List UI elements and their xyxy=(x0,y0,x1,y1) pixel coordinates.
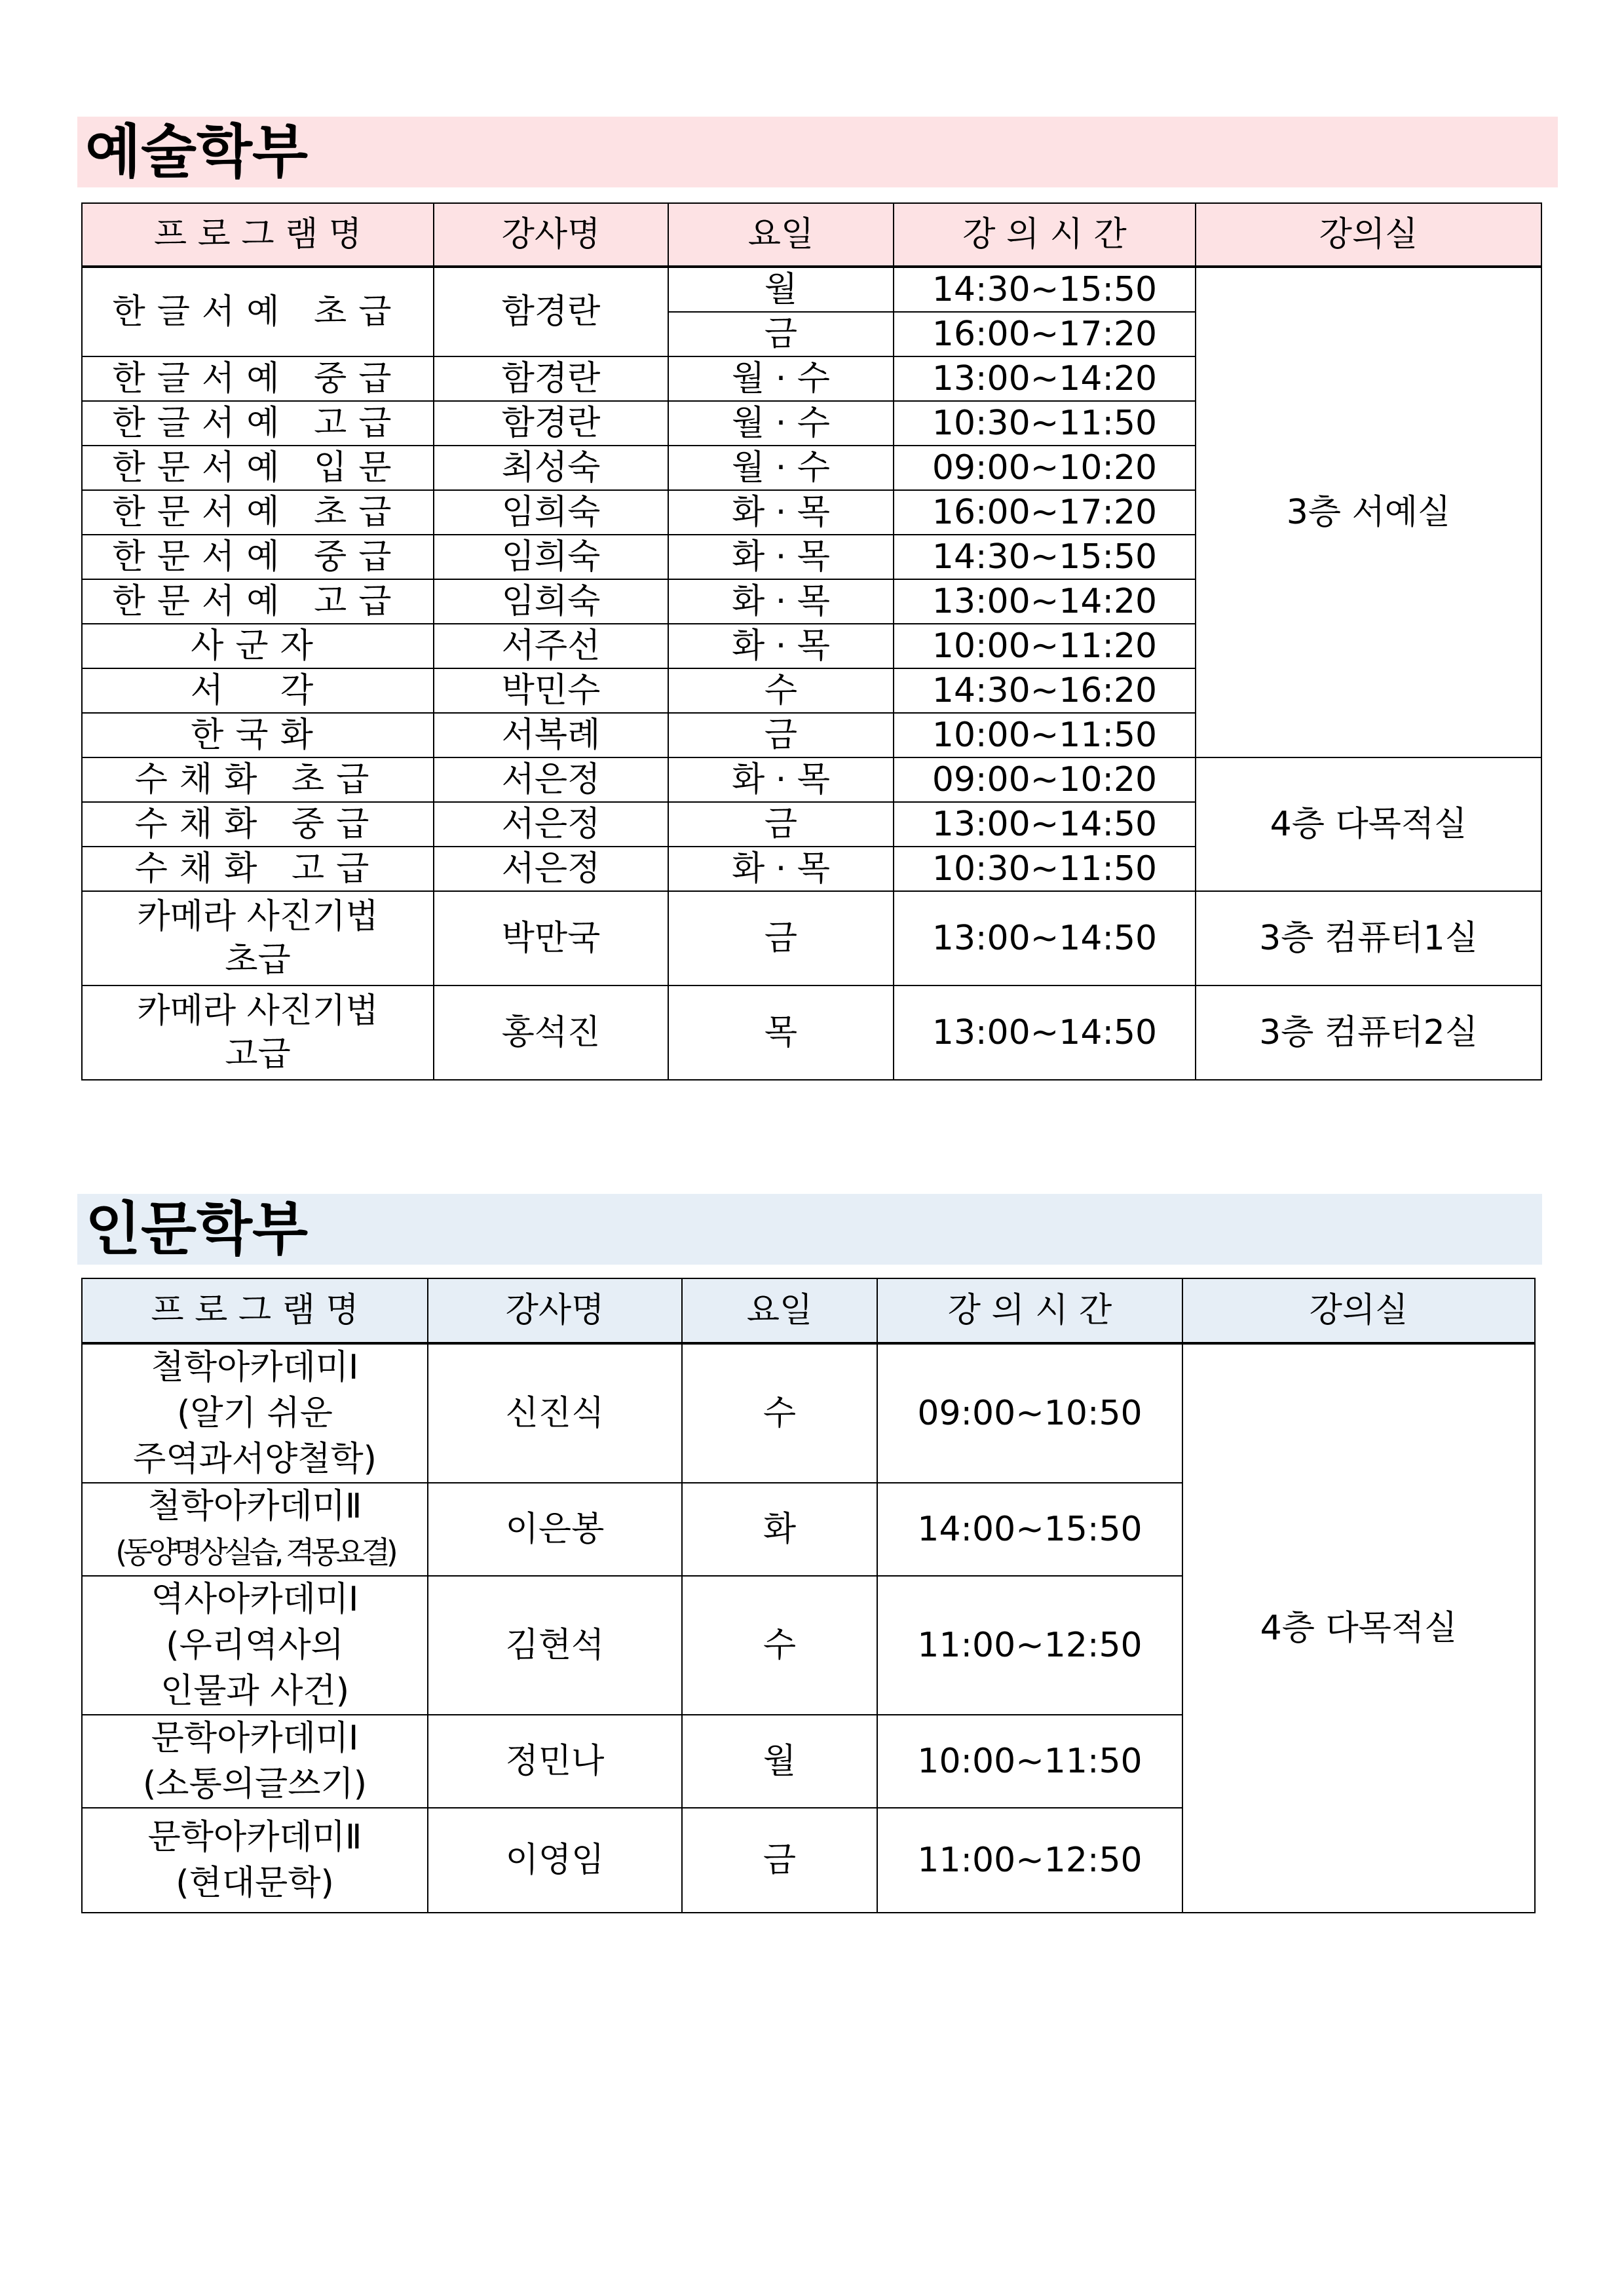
program-name xyxy=(82,1576,428,1715)
program-name-line: 주역과서양철학) xyxy=(133,1440,377,1479)
class-time: 14:30~16:20 xyxy=(894,668,1196,713)
class-day: 화 · 목 xyxy=(668,847,894,891)
class-day: 화 · 목 xyxy=(668,624,894,668)
program-name-line: 문학아카데미Ⅱ xyxy=(147,1818,362,1857)
class-time: 10:30~11:50 xyxy=(894,401,1196,446)
class-day: 금 xyxy=(668,891,894,985)
program-name: 한문서예 고급 xyxy=(82,579,434,624)
program-name-line: 철학아카데미Ⅰ xyxy=(151,1348,359,1387)
class-day: 월 · 수 xyxy=(668,401,894,446)
header-program: 프 로 그 램 명 xyxy=(82,1278,428,1343)
class-time: 10:00~11:50 xyxy=(877,1715,1182,1808)
instructor-name: 박민수 xyxy=(434,668,668,713)
program-name: 한글서예 초급 xyxy=(82,267,434,356)
program-name: 사군자 xyxy=(82,624,434,668)
class-day: 목 xyxy=(668,985,894,1080)
program-name: 한글서예 중급 xyxy=(82,356,434,401)
classroom: 4층 다목적실 xyxy=(1182,1343,1535,1913)
instructor-name: 임희숙 xyxy=(434,535,668,579)
class-day: 금 xyxy=(668,312,894,356)
class-time: 10:00~11:50 xyxy=(894,713,1196,757)
classroom: 3층 서예실 xyxy=(1196,267,1541,757)
instructor-name: 함경란 xyxy=(434,267,668,356)
class-day: 금 xyxy=(668,802,894,847)
header-day: 요일 xyxy=(682,1278,877,1343)
humanities-section-title: 인문학부 xyxy=(77,1194,1542,1265)
program-name: 한문서예 초급 xyxy=(82,490,434,535)
table-row xyxy=(82,267,1541,312)
class-time: 09:00~10:20 xyxy=(894,446,1196,490)
class-time: 13:00~14:20 xyxy=(894,356,1196,401)
program-name-line: 카메라 사진기법 xyxy=(137,991,379,1031)
table-row xyxy=(82,1343,1535,1483)
program-name-line: 문학아카데미Ⅰ xyxy=(151,1719,359,1758)
class-day: 금 xyxy=(668,713,894,757)
class-day: 수 xyxy=(682,1576,877,1715)
class-time: 11:00~12:50 xyxy=(877,1808,1182,1913)
header-room: 강의실 xyxy=(1196,203,1541,267)
program-name xyxy=(82,1808,428,1913)
classroom: 4층 다목적실 xyxy=(1196,757,1541,891)
art-section-title: 예술학부 xyxy=(77,117,1558,187)
class-day: 화 xyxy=(682,1483,877,1576)
class-time: 09:00~10:50 xyxy=(877,1343,1182,1483)
program-name-line: 고급 xyxy=(225,1035,291,1074)
class-time: 14:00~15:50 xyxy=(877,1483,1182,1576)
program-name: 한문서예 입문 xyxy=(82,446,434,490)
class-day: 화 · 목 xyxy=(668,490,894,535)
program-name-line: 인물과 사건) xyxy=(161,1672,349,1711)
class-time: 16:00~17:20 xyxy=(894,490,1196,535)
program-name: 수채화 초급 xyxy=(82,757,434,802)
header-room: 강의실 xyxy=(1182,1278,1535,1343)
instructor-name: 함경란 xyxy=(434,401,668,446)
program-name xyxy=(82,1715,428,1808)
table-row xyxy=(82,891,1541,985)
program-name xyxy=(82,985,434,1080)
humanities-schedule-table xyxy=(81,1278,1536,1913)
class-day: 수 xyxy=(668,668,894,713)
instructor-name: 이은봉 xyxy=(428,1483,682,1576)
program-name-line: (알기 쉬운 xyxy=(177,1394,333,1433)
classroom: 3층 컴퓨터2실 xyxy=(1196,985,1541,1080)
instructor-name: 함경란 xyxy=(434,356,668,401)
class-day: 월 · 수 xyxy=(668,446,894,490)
class-time: 14:30~15:50 xyxy=(894,267,1196,312)
header-instructor: 강사명 xyxy=(428,1278,682,1343)
program-name xyxy=(82,891,434,985)
instructor-name: 최성숙 xyxy=(434,446,668,490)
program-name-line: (동양명상실습, 격몽요결) xyxy=(115,1535,394,1570)
table-header-row xyxy=(82,1278,1535,1343)
instructor-name: 임희숙 xyxy=(434,579,668,624)
class-day: 화 · 목 xyxy=(668,535,894,579)
class-time: 10:30~11:50 xyxy=(894,847,1196,891)
class-time: 13:00~14:20 xyxy=(894,579,1196,624)
program-name: 한글서예 고급 xyxy=(82,401,434,446)
program-name-line: 철학아카데미Ⅱ xyxy=(147,1487,362,1526)
class-day: 월 · 수 xyxy=(668,356,894,401)
class-time: 09:00~10:20 xyxy=(894,757,1196,802)
class-day: 금 xyxy=(682,1808,877,1913)
program-name: 수채화 중급 xyxy=(82,802,434,847)
class-time: 14:30~15:50 xyxy=(894,535,1196,579)
class-time: 13:00~14:50 xyxy=(894,891,1196,985)
instructor-name: 서주선 xyxy=(434,624,668,668)
header-time: 강 의 시 간 xyxy=(894,203,1196,267)
instructor-name: 신진식 xyxy=(428,1343,682,1483)
program-name: 수채화 고급 xyxy=(82,847,434,891)
classroom: 3층 컴퓨터1실 xyxy=(1196,891,1541,985)
class-time: 16:00~17:20 xyxy=(894,312,1196,356)
program-name-line: (소통의글쓰기) xyxy=(143,1765,367,1804)
program-name-line: 역사아카데미Ⅰ xyxy=(151,1580,359,1619)
program-name xyxy=(82,1483,428,1576)
header-instructor: 강사명 xyxy=(434,203,668,267)
header-day: 요일 xyxy=(668,203,894,267)
class-day: 화 · 목 xyxy=(668,579,894,624)
art-schedule-table xyxy=(81,202,1542,1081)
instructor-name: 서복례 xyxy=(434,713,668,757)
class-day: 월 xyxy=(682,1715,877,1808)
class-day: 수 xyxy=(682,1343,877,1483)
program-name-line: 카메라 사진기법 xyxy=(137,897,379,936)
instructor-name: 이영임 xyxy=(428,1808,682,1913)
instructor-name: 임희숙 xyxy=(434,490,668,535)
table-header-row xyxy=(82,203,1541,267)
instructor-name: 홍석진 xyxy=(434,985,668,1080)
header-time: 강 의 시 간 xyxy=(877,1278,1182,1343)
class-time: 13:00~14:50 xyxy=(894,985,1196,1080)
instructor-name: 박만국 xyxy=(434,891,668,985)
instructor-name: 정민나 xyxy=(428,1715,682,1808)
program-name-line: 초급 xyxy=(225,940,291,980)
program-name: 서 각 xyxy=(82,668,434,713)
instructor-name: 서은정 xyxy=(434,802,668,847)
header-program: 프 로 그 램 명 xyxy=(82,203,434,267)
instructor-name: 서은정 xyxy=(434,847,668,891)
instructor-name: 김현석 xyxy=(428,1576,682,1715)
class-time: 10:00~11:20 xyxy=(894,624,1196,668)
class-time: 13:00~14:50 xyxy=(894,802,1196,847)
class-day: 월 xyxy=(668,267,894,312)
program-name: 한문서예 중급 xyxy=(82,535,434,579)
class-time: 11:00~12:50 xyxy=(877,1576,1182,1715)
class-day: 화 · 목 xyxy=(668,757,894,802)
instructor-name: 서은정 xyxy=(434,757,668,802)
table-row xyxy=(82,985,1541,1080)
program-name-line: (현대문학) xyxy=(176,1864,334,1903)
table-row xyxy=(82,757,1541,802)
program-name xyxy=(82,1343,428,1483)
program-name-line: (우리역사의 xyxy=(166,1626,344,1665)
program-name: 한국화 xyxy=(82,713,434,757)
